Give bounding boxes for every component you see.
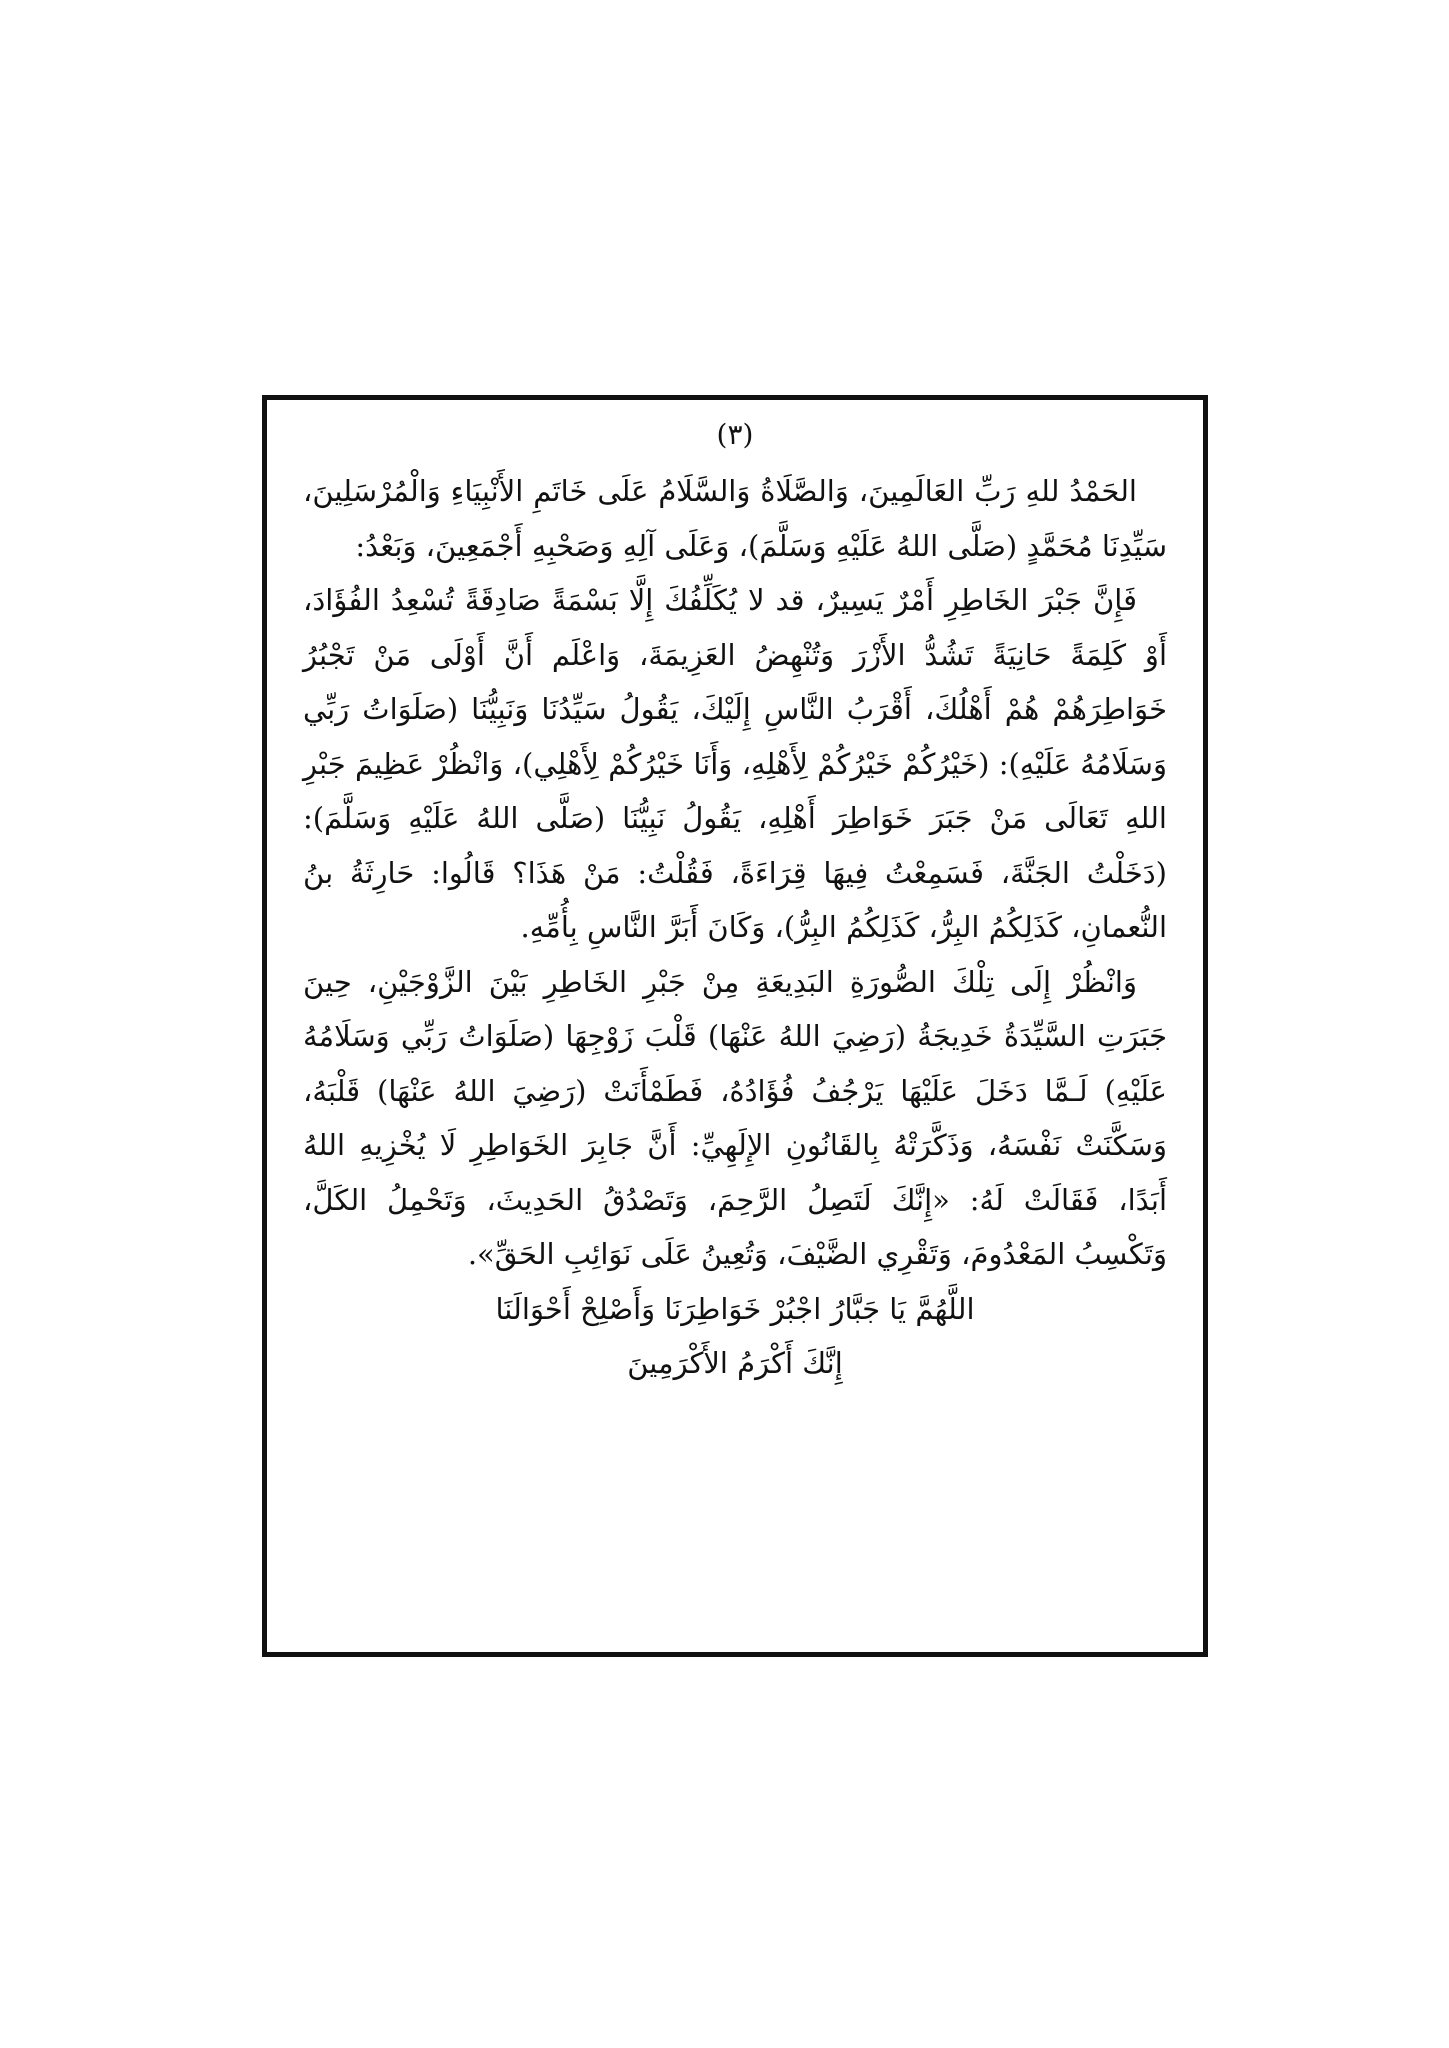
body-text (303, 464, 1167, 1282)
page-number: (٣) (716, 418, 754, 451)
paragraph-khadija: وَانْظُرْ إِلَى تِلْكَ الصُّورَةِ البَدِيعَةِ مِنْ جَبْرِ الخَاطِرِ بَيْنَ الزَّوْجَيْنِ، حِينَ جَبَرَتِ السَّيِّدَةُ خَدِيجَةُ (رَضِيَ اللهُ عَنْهَا) قَلْبَ زَوْجِهَا (صَلَوَاتُ رَبِّي وَسَلَامُهُ عَلَيْهِ) لَـمَّا دَخَلَ عَلَيْهَا يَرْجُفُ فُؤَادُهُ، فَطَمْأَنَتْ (رَضِيَ اللهُ عَنْهَا) قَلْبَهُ، وَسَكَّنَتْ نَفْسَهُ، وَذَكَّرَتْهُ بِالقَانُونِ الإِلَهِيِّ: أَنَّ جَابِرَ الخَوَاطِرِ لَا يُخْزِيهِ اللهُ أَبَدًا، فَقَالَتْ لَهُ: «إِنَّكَ لَتَصِلُ الرَّحِمَ، وَتَصْدُقُ الحَدِيثَ، وَتَحْمِلُ الكَلَّ، وَتَكْسِبُ المَعْدُومَ، وَتَقْرِي الضَّيْفَ، وَتُعِينُ عَلَى نَوَائِبِ الحَقِّ». (303, 964, 1167, 1271)
dua-line-1: اللَّهُمَّ يَا جَبَّارُ اجْبُرْ خَوَاطِرَنَا وَأَصْلِحْ أَحْوَالَنَا (495, 1291, 975, 1326)
dua-line-2: إِنَّكَ أَكْرَمُ الأَكْرَمِينَ (627, 1346, 843, 1380)
paragraph-opening: الحَمْدُ للهِ رَبِّ العَالَمِينَ، وَالصَّلَاةُ وَالسَّلَامُ عَلَى خَاتَمِ الأَنْبِيَاءِ وَالْمُرْسَلِينَ، سَيِّدِنَا مُحَمَّدٍ (صَلَّى اللهُ عَلَيْهِ وَسَلَّمَ)، وَعَلَى آلِهِ وَصَحْبِهِ أَجْمَعِينَ، وَبَعْدُ: (303, 474, 1167, 563)
page-border-frame (262, 395, 1208, 1657)
paragraph-family: فَإِنَّ جَبْرَ الخَاطِرِ أَمْرٌ يَسِيرٌ، قد لا يُكَلِّفُكَ إِلَّا بَسْمَةً صَادِقَةً تُسْعِدُ الفُؤَادَ، أَوْ كَلِمَةً حَانِيَةً تَشُدُّ الأَزْرَ وَتُنْهِضُ العَزِيمَةَ، وَاعْلَم أَنَّ أَوْلَى مَنْ تَجْبُرُ خَوَاطِرَهُمْ هُمْ أَهْلُكَ، أَقْرَبُ النَّاسِ إِلَيْكَ، يَقُولُ سَيِّدُنَا وَنَبِيُّنَا (صَلَوَاتُ رَبِّي وَسَلَامُهُ عَلَيْهِ): (خَيْرُكُمْ خَيْرُكُمْ لِأَهْلِهِ، وَأَنَا خَيْرُكُمْ لِأَهْلِي)، وَانْظُرْ عَظِيمَ جَبْرِ اللهِ تَعَالَى مَنْ جَبَرَ خَوَاطِرَ أَهْلِهِ، يَقُولُ نَبِيُّنَا (صَلَّى اللهُ عَلَيْهِ وَسَلَّمَ): (دَخَلْتُ الجَنَّةَ، فَسَمِعْتُ فِيهَا قِرَاءَةً، فَقُلْتُ: مَنْ هَذَا؟ قَالُوا: حَارِثَةُ بنُ النُّعمانِ، كَذَلِكُمُ البِرُّ، كَذَلِكُمُ البِرُّ)، وَكَانَ أَبَرَّ النَّاسِ بِأُمِّهِ. (303, 583, 1167, 944)
